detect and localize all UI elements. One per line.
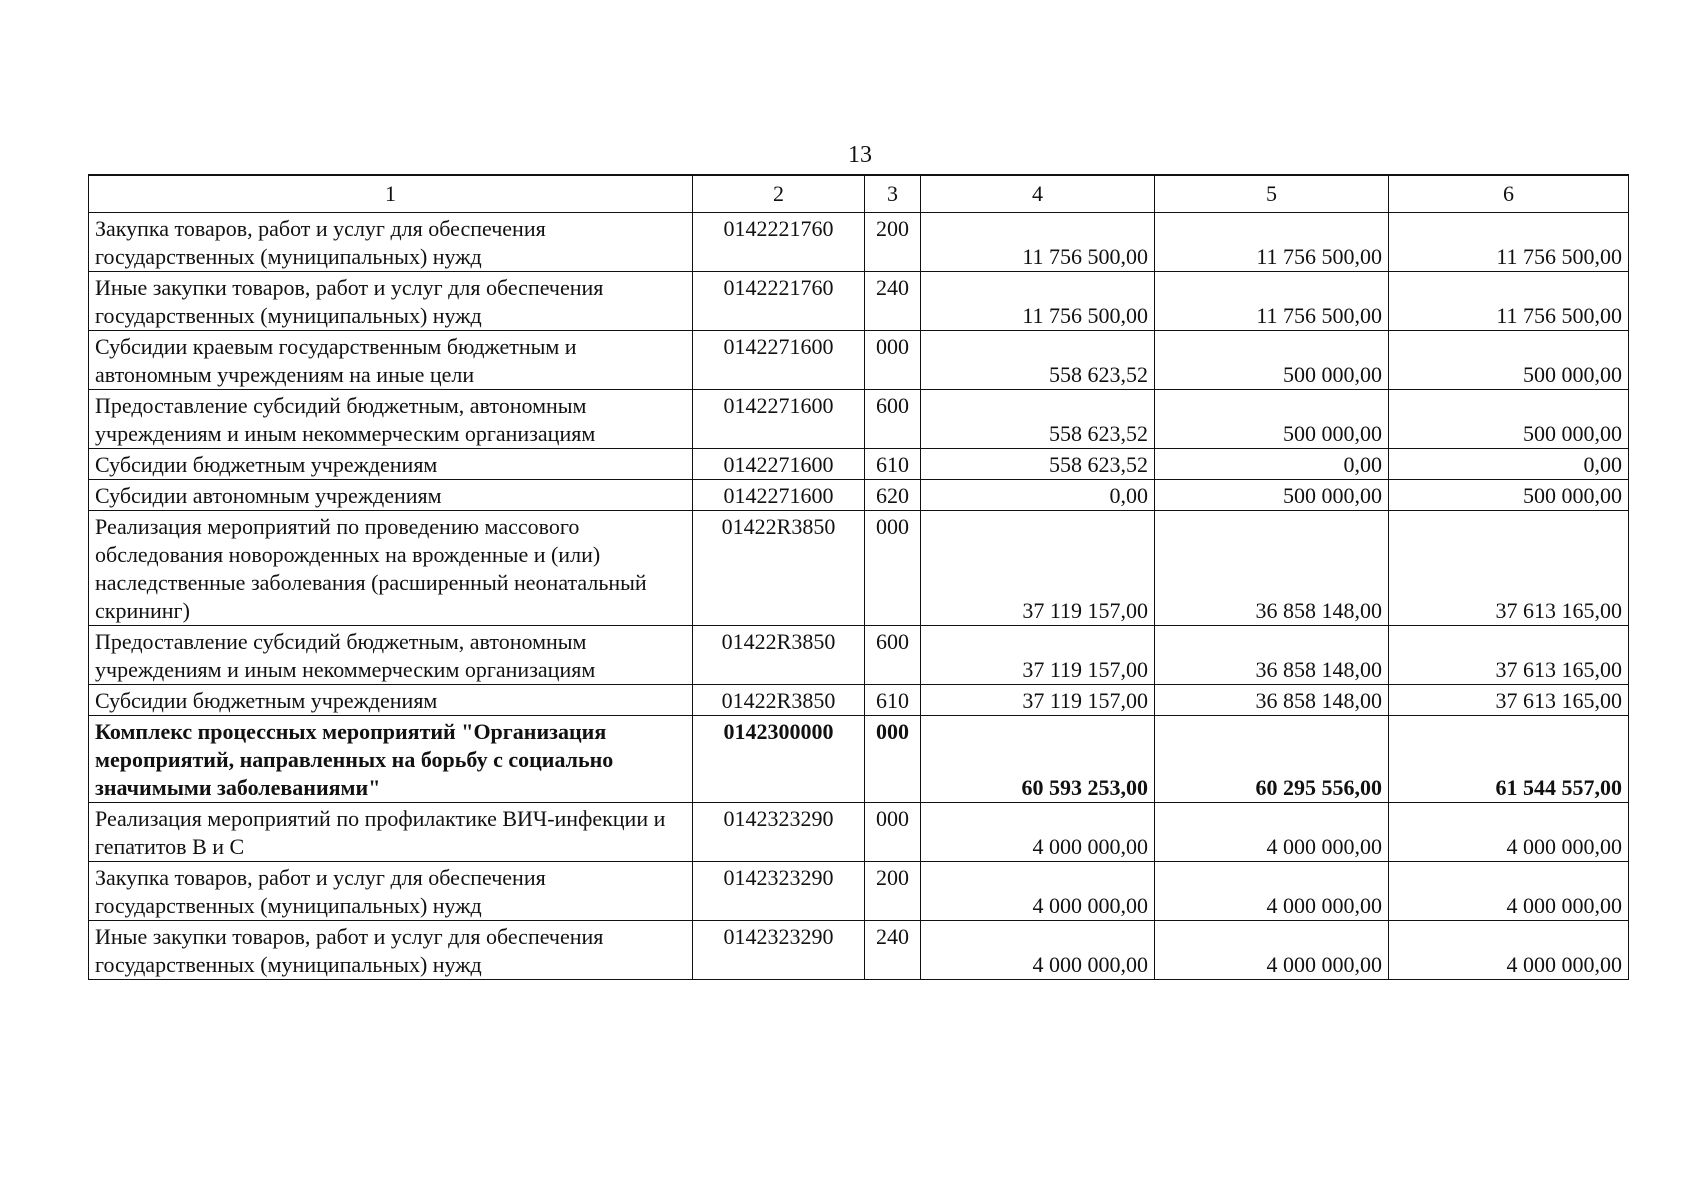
cell-expense-type: 000 [865, 511, 921, 626]
cell-amount-col-5: 11 756 500,00 [1155, 213, 1389, 272]
cell-amount-col-4: 4 000 000,00 [921, 921, 1155, 980]
cell-amount-col-6: 11 756 500,00 [1389, 213, 1629, 272]
cell-expense-type: 240 [865, 921, 921, 980]
cell-code: 0142323290 [693, 921, 865, 980]
cell-code: 0142221760 [693, 272, 865, 331]
cell-amount-col-4: 0,00 [921, 480, 1155, 511]
cell-code: 01422R3850 [693, 511, 865, 626]
cell-amount-col-4: 37 119 157,00 [921, 511, 1155, 626]
table-row [89, 862, 1629, 921]
cell-amount-col-6: 4 000 000,00 [1389, 862, 1629, 921]
cell-amount-col-4: 11 756 500,00 [921, 213, 1155, 272]
cell-amount-col-6: 500 000,00 [1389, 390, 1629, 449]
table-row [89, 480, 1629, 511]
cell-amount-col-6: 61 544 557,00 [1389, 716, 1629, 803]
table-row [89, 449, 1629, 480]
cell-code: 0142221760 [693, 213, 865, 272]
cell-expense-type: 000 [865, 803, 921, 862]
cell-code: 0142300000 [693, 716, 865, 803]
cell-name: Субсидии бюджетным учреждениям [89, 449, 693, 480]
table-body [89, 213, 1629, 980]
cell-amount-col-5: 500 000,00 [1155, 331, 1389, 390]
cell-expense-type: 620 [865, 480, 921, 511]
cell-amount-col-5: 36 858 148,00 [1155, 626, 1389, 685]
header-col-6: 6 [1389, 175, 1629, 213]
table-row [89, 272, 1629, 331]
cell-amount-col-6: 0,00 [1389, 449, 1629, 480]
cell-amount-col-4: 558 623,52 [921, 331, 1155, 390]
cell-name: Реализация мероприятий по проведению массового обследования новорожденных на врожденные и (или) наследственные заболевания (расширенный неонатальный скрининг) [89, 511, 693, 626]
cell-expense-type: 610 [865, 685, 921, 716]
header-col-4: 4 [921, 175, 1155, 213]
cell-name: Закупка товаров, работ и услуг для обеспечения государственных (муниципальных) нужд [89, 213, 693, 272]
cell-code: 0142271600 [693, 449, 865, 480]
cell-amount-col-6: 500 000,00 [1389, 480, 1629, 511]
table-row [89, 626, 1629, 685]
table-row [89, 921, 1629, 980]
cell-amount-col-5: 4 000 000,00 [1155, 803, 1389, 862]
cell-amount-col-6: 11 756 500,00 [1389, 272, 1629, 331]
cell-amount-col-4: 60 593 253,00 [921, 716, 1155, 803]
cell-amount-col-4: 4 000 000,00 [921, 803, 1155, 862]
table-row [89, 390, 1629, 449]
cell-amount-col-5: 0,00 [1155, 449, 1389, 480]
cell-expense-type: 200 [865, 213, 921, 272]
cell-amount-col-6: 4 000 000,00 [1389, 921, 1629, 980]
cell-code: 01422R3850 [693, 626, 865, 685]
cell-code: 0142271600 [693, 390, 865, 449]
cell-name: Субсидии бюджетным учреждениям [89, 685, 693, 716]
cell-name: Реализация мероприятий по профилактике ВИЧ-инфекции и гепатитов В и С [89, 803, 693, 862]
cell-name: Иные закупки товаров, работ и услуг для обеспечения государственных (муниципальных) нужд [89, 272, 693, 331]
cell-amount-col-5: 11 756 500,00 [1155, 272, 1389, 331]
cell-name: Предоставление субсидий бюджетным, автономным учреждениям и иным некоммерческим организациям [89, 626, 693, 685]
cell-amount-col-5: 4 000 000,00 [1155, 862, 1389, 921]
cell-name: Закупка товаров, работ и услуг для обеспечения государственных (муниципальных) нужд [89, 862, 693, 921]
header-col-2: 2 [693, 175, 865, 213]
cell-amount-col-5: 60 295 556,00 [1155, 716, 1389, 803]
cell-expense-type: 000 [865, 716, 921, 803]
cell-expense-type: 000 [865, 331, 921, 390]
cell-name: Субсидии краевым государственным бюджетным и автономным учреждениям на иные цели [89, 331, 693, 390]
cell-amount-col-6: 500 000,00 [1389, 331, 1629, 390]
cell-amount-col-4: 558 623,52 [921, 390, 1155, 449]
table-row [89, 511, 1629, 626]
cell-expense-type: 610 [865, 449, 921, 480]
cell-amount-col-6: 4 000 000,00 [1389, 803, 1629, 862]
cell-amount-col-5: 500 000,00 [1155, 390, 1389, 449]
cell-amount-col-5: 36 858 148,00 [1155, 685, 1389, 716]
header-col-5: 5 [1155, 175, 1389, 213]
cell-amount-col-4: 37 119 157,00 [921, 626, 1155, 685]
cell-name: Иные закупки товаров, работ и услуг для обеспечения государственных (муниципальных) нужд [89, 921, 693, 980]
cell-name: Предоставление субсидий бюджетным, автономным учреждениям и иным некоммерческим организациям [89, 390, 693, 449]
cell-amount-col-4: 11 756 500,00 [921, 272, 1155, 331]
budget-table [88, 174, 1629, 980]
cell-amount-col-4: 37 119 157,00 [921, 685, 1155, 716]
cell-expense-type: 240 [865, 272, 921, 331]
cell-amount-col-6: 37 613 165,00 [1389, 511, 1629, 626]
cell-code: 0142323290 [693, 862, 865, 921]
table-row [89, 803, 1629, 862]
cell-code: 0142271600 [693, 331, 865, 390]
cell-name: Субсидии автономным учреждениям [89, 480, 693, 511]
cell-code: 0142271600 [693, 480, 865, 511]
cell-amount-col-4: 558 623,52 [921, 449, 1155, 480]
cell-amount-col-5: 4 000 000,00 [1155, 921, 1389, 980]
table-row [89, 716, 1629, 803]
header-col-3: 3 [865, 175, 921, 213]
table-row [89, 213, 1629, 272]
cell-expense-type: 600 [865, 390, 921, 449]
page-number: 13 [848, 142, 872, 168]
table-row [89, 685, 1629, 716]
table-row [89, 331, 1629, 390]
cell-code: 0142323290 [693, 803, 865, 862]
cell-expense-type: 200 [865, 862, 921, 921]
cell-amount-col-6: 37 613 165,00 [1389, 626, 1629, 685]
cell-amount-col-6: 37 613 165,00 [1389, 685, 1629, 716]
cell-expense-type: 600 [865, 626, 921, 685]
header-col-1: 1 [89, 175, 693, 213]
cell-amount-col-5: 36 858 148,00 [1155, 511, 1389, 626]
header-row [89, 175, 1629, 213]
cell-amount-col-4: 4 000 000,00 [921, 862, 1155, 921]
cell-amount-col-5: 500 000,00 [1155, 480, 1389, 511]
cell-code: 01422R3850 [693, 685, 865, 716]
cell-name: Комплекс процессных мероприятий "Организация мероприятий, направленных на борьбу с социально значимыми заболеваниями" [89, 716, 693, 803]
